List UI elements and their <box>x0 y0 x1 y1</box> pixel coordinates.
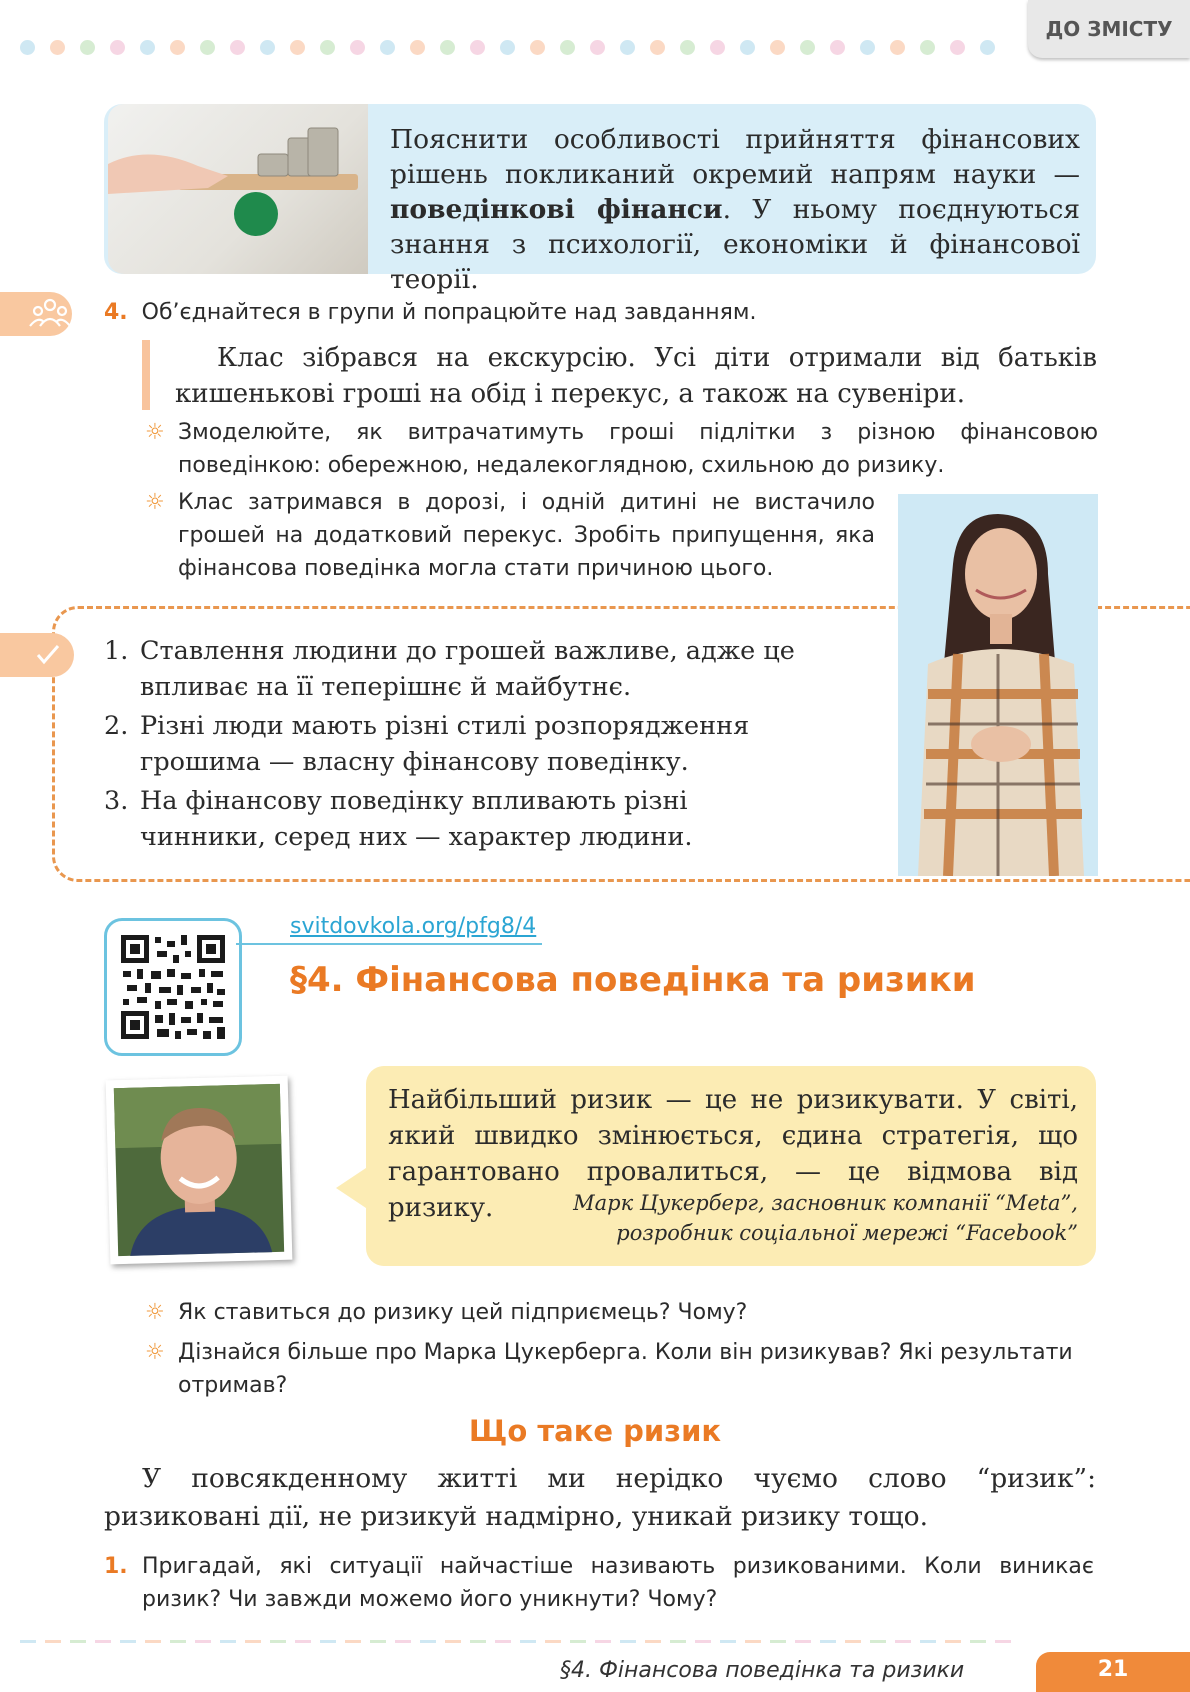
quote-author: Марк Цукерберг, засновник компанії “Meta”, розробник соціальної мережі “Facebook” <box>573 1191 1078 1245</box>
group-icon <box>0 292 72 336</box>
decorative-dot <box>320 40 335 55</box>
decorative-dot <box>440 40 455 55</box>
footer-dash-segment <box>445 1640 461 1643</box>
footer-dash-segment <box>995 1640 1011 1643</box>
coins-balance-photo <box>108 104 368 274</box>
decorative-dot <box>710 40 725 55</box>
footer-dash-segment <box>870 1640 886 1643</box>
qr-code[interactable] <box>104 918 242 1056</box>
quote-text: Найбільший ризик — це не ризикувати. У світі, який швидко змінюється, єдина стратегія, що гарантовано провалиться, — це відмова від ризику. <box>388 1085 1078 1223</box>
decorative-dot <box>920 40 935 55</box>
footer-dash-segment <box>170 1640 186 1643</box>
footer-dash-segment <box>45 1640 61 1643</box>
footer-dash-segment <box>920 1640 936 1643</box>
decorative-dot <box>140 40 155 55</box>
question-item: ☼ Як ставиться до ризику цей підприємець? Чому? <box>178 1296 1098 1329</box>
decorative-dot <box>980 40 995 55</box>
sun-icon: ☼ <box>145 490 165 515</box>
footer-dash-segment <box>395 1640 411 1643</box>
decorative-dot <box>410 40 425 55</box>
decorative-dot <box>170 40 185 55</box>
task-4-instruction: 4. Об’єднайтеся в групи й попрацюйте над завданням. <box>104 300 757 325</box>
footer-dash-segment <box>970 1640 986 1643</box>
footer-dash-segment <box>695 1640 711 1643</box>
subheading: Що таке ризик <box>468 1414 722 1448</box>
footer-dash-segment <box>745 1640 761 1643</box>
scenario-bar <box>142 340 150 410</box>
summary-item: 2. Різні люди мають різні стилі розпорядження грошима — власну фінансову поведінку. <box>104 711 750 777</box>
decorative-dot <box>50 40 65 55</box>
footer-dash-segment <box>545 1640 561 1643</box>
footer-dash-segment <box>770 1640 786 1643</box>
footer-dash-segment <box>270 1640 286 1643</box>
sun-icon: ☼ <box>145 1300 165 1325</box>
footer-dash-segment <box>195 1640 211 1643</box>
decorative-dot <box>290 40 305 55</box>
footer-dash-segment <box>345 1640 361 1643</box>
footer-dash-segment <box>470 1640 486 1643</box>
footer-dash-segment <box>420 1640 436 1643</box>
summary-item: 1. Ставлення людини до грошей важливе, адже це впливає на її теперішнє й майбутнє. <box>104 636 795 702</box>
footer-dash-segment <box>320 1640 336 1643</box>
qr-connector-line <box>236 943 542 945</box>
decorative-dot <box>80 40 95 55</box>
footer-dash-segment <box>220 1640 236 1643</box>
footer-dash-segment <box>595 1640 611 1643</box>
footer-dash-segment <box>570 1640 586 1643</box>
decorative-dot <box>860 40 875 55</box>
footer-dash-segment <box>145 1640 161 1643</box>
decorative-dot <box>830 40 845 55</box>
decorative-dot <box>560 40 575 55</box>
footer-dash-segment <box>845 1640 861 1643</box>
decorative-dot <box>470 40 485 55</box>
intro-text: Пояснити особливості прийняття фінансових рішень покликаний окремий напрям науки — поведінкові фінанси. У ньому поєднуються знання з психології, економіки й фінансової теорії. <box>390 124 1080 295</box>
footer-dash-segment <box>895 1640 911 1643</box>
sun-icon: ☼ <box>145 420 165 445</box>
footer-dash-segment <box>95 1640 111 1643</box>
question-item: ☼ Дізнайся більше про Марка Цукерберга. Коли він ризикував? Які результати отримав? <box>178 1336 1098 1402</box>
footer-dash-segment <box>245 1640 261 1643</box>
footer-dash-segment <box>295 1640 311 1643</box>
student-photo <box>898 494 1098 876</box>
running-title: §4. Фінансова поведінка та ризики <box>560 1658 965 1683</box>
decorative-dot <box>800 40 815 55</box>
footer-dash-segment <box>520 1640 536 1643</box>
decorative-dot <box>620 40 635 55</box>
decorative-dots <box>20 40 1020 58</box>
footer-dash-segment <box>945 1640 961 1643</box>
decorative-dot <box>260 40 275 55</box>
decorative-dot <box>740 40 755 55</box>
footer-dash-segment <box>70 1640 86 1643</box>
body-paragraph: У повсякденному житті ми нерідко чуємо слово “ризик”: ризиковані дії, не ризикуй надмірно, уникай ризику тощо. <box>104 1463 1096 1532</box>
footer-divider <box>20 1640 1020 1644</box>
decorative-dot <box>200 40 215 55</box>
decorative-dot <box>110 40 125 55</box>
footer-dash-segment <box>795 1640 811 1643</box>
sun-icon: ☼ <box>145 1340 165 1365</box>
decorative-dot <box>590 40 605 55</box>
footer-dash-segment <box>670 1640 686 1643</box>
footer-dash-segment <box>120 1640 136 1643</box>
decorative-dot <box>680 40 695 55</box>
decorative-dot <box>230 40 245 55</box>
footer-dash-segment <box>645 1640 661 1643</box>
decorative-dot <box>650 40 665 55</box>
portrait-photo <box>106 1076 293 1265</box>
group-work-tab <box>0 292 72 336</box>
footer-dash-segment <box>495 1640 511 1643</box>
toc-button[interactable]: ДО ЗМІСТУ <box>1028 0 1190 58</box>
decorative-dot <box>20 40 35 55</box>
footer-dash-segment <box>20 1640 36 1643</box>
task-4-scenario: Клас зібрався на екскурсію. Усі діти отримали від батьків кишенькові гроші на обід і перекус, а також на сувеніри. <box>175 343 1097 409</box>
page-number: 21 <box>1036 1652 1190 1692</box>
decorative-dot <box>530 40 545 55</box>
question-item: ☼ Клас затримався в дорозі, і одній дитині не вистачило грошей на додатковий перекус. Зробіть припущення, яка фінансова поведінка могла стати причиною цього. <box>178 486 875 585</box>
footer-dash-segment <box>620 1640 636 1643</box>
decorative-dot <box>890 40 905 55</box>
decorative-dot <box>350 40 365 55</box>
summary-item: 3. На фінансову поведінку впливають різні чинники, серед них — характер людини. <box>104 786 693 852</box>
task-1: 1. Пригадай, які ситуації найчастіше називають ризикованими. Коли виникає ризик? Чи завжди можемо його уникнути? Чому? <box>104 1554 1094 1612</box>
decorative-dot <box>770 40 785 55</box>
footer-dash-segment <box>720 1640 736 1643</box>
section-title: §4. Фінансова поведінка та ризики <box>290 960 976 1000</box>
decorative-dot <box>500 40 515 55</box>
footer-dash-segment <box>370 1640 386 1643</box>
check-icon <box>0 633 74 677</box>
decorative-dot <box>380 40 395 55</box>
section-link[interactable]: svitdovkola.org/pfg8/4 <box>290 914 537 939</box>
question-item: ☼ Змоделюйте, як витрачатимуть гроші підлітки з різною фінансовою поведінкою: обережною, недалекоглядною, схильною до ризику. <box>178 416 1098 482</box>
summary-list <box>104 633 814 858</box>
summary-tab <box>0 633 74 677</box>
decorative-dot <box>950 40 965 55</box>
footer-dash-segment <box>820 1640 836 1643</box>
